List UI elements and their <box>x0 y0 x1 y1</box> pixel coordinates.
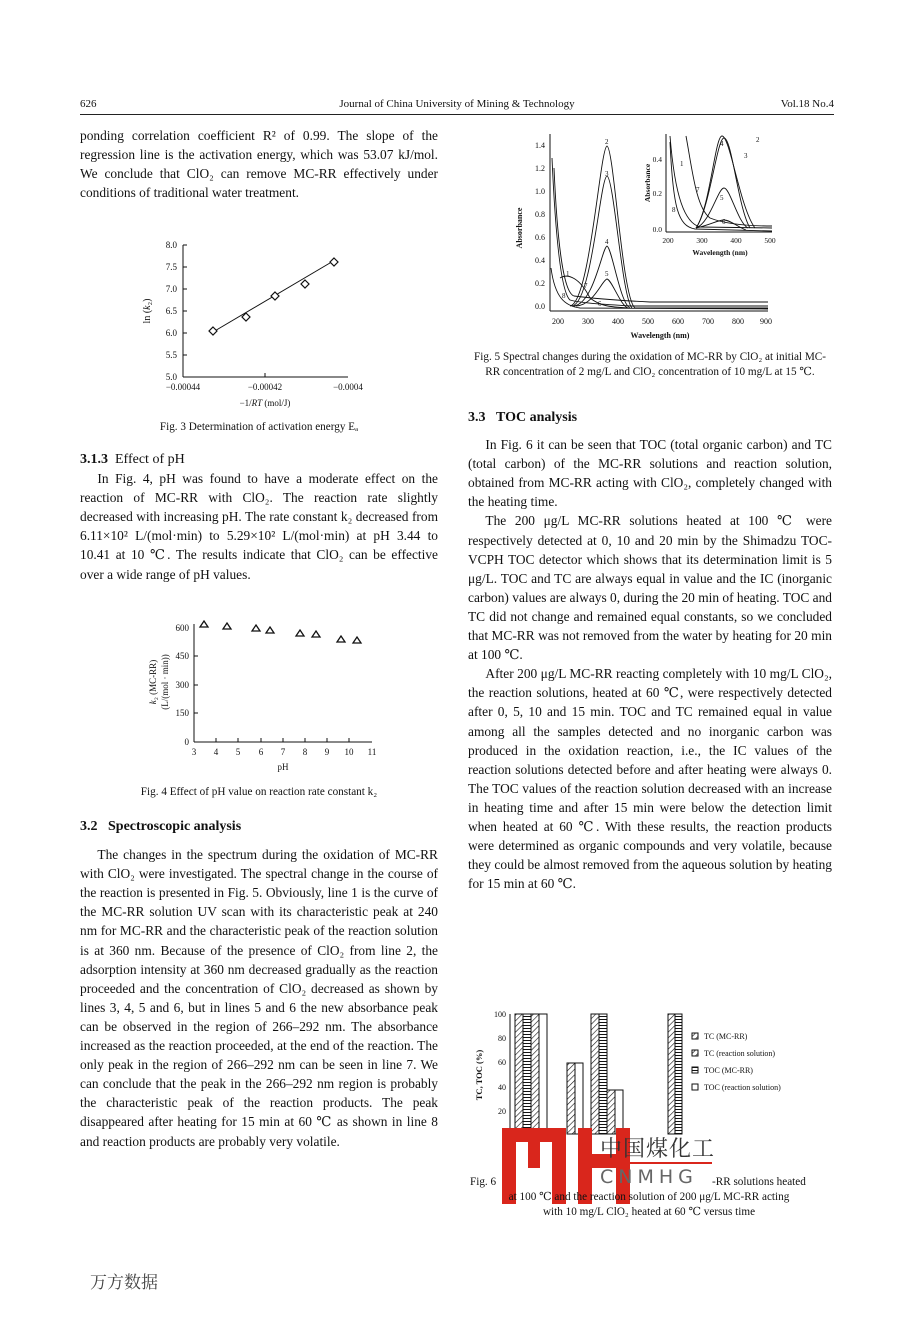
section-3-2 <box>80 817 438 1151</box>
svg-text:0.0: 0.0 <box>652 225 662 234</box>
svg-text:9: 9 <box>324 747 330 757</box>
svg-text:6: 6 <box>258 747 264 757</box>
svg-text:6: 6 <box>598 300 602 308</box>
svg-text:−0.0004: −0.0004 <box>333 382 363 392</box>
intro-paragraph: ponding correlation coefficient R² of 0.99. The slope of the regression line is the activation energy, which was 53.07 kJ/mol. We conclude that ClO₂ can remove MC-RR effectively under conditions of traditional water treatment. <box>80 128 438 201</box>
svg-text:Wavelength (nm): Wavelength (nm) <box>630 331 690 340</box>
left-intro <box>80 126 438 202</box>
svg-text:7: 7 <box>280 747 286 757</box>
svg-text:1: 1 <box>566 270 570 278</box>
svg-text:1.2: 1.2 <box>535 164 545 173</box>
page-number: 626 <box>80 98 97 110</box>
svg-text:4: 4 <box>605 238 609 246</box>
svg-text:6.0: 6.0 <box>165 328 177 338</box>
section-3-1-3-paragraph: In Fig. 4, pH was found to have a moderate effect on the reaction of MC-RR with ClO₂. The reaction rate slightly decreased with increasing pH. The rate constant k₂ decreased from 6.11×10² L/(mol·min) to 5.29×10² L/(mol·min) at pH 3.44 to 10.41 at 10 ℃. The results indicate that ClO₂ can be effective over a wide range of pH values. <box>80 471 438 582</box>
svg-text:−0.00042: −0.00042 <box>247 382 283 392</box>
svg-text:0.4: 0.4 <box>535 256 545 265</box>
page-header <box>80 96 834 115</box>
svg-text:600: 600 <box>672 317 684 326</box>
svg-text:500: 500 <box>642 317 654 326</box>
svg-text:0.6: 0.6 <box>535 233 545 242</box>
svg-text:80: 80 <box>498 1034 506 1043</box>
svg-text:8: 8 <box>562 292 566 300</box>
svg-text:60: 60 <box>498 1058 506 1067</box>
svg-text:900: 900 <box>760 317 772 326</box>
legend-tc-reaction: TC (reaction solution) <box>704 1049 776 1058</box>
svg-text:k₂ (MC-RR): k₂ (MC-RR) <box>148 659 158 705</box>
legend-toc-reaction: TOC (reaction solution) <box>704 1083 781 1092</box>
section-3-3-paragraph-1: In Fig. 6 it can be seen that TOC (total organic carbon) and TC (total carbon) of the MC-RR solutions and reaction solution, obtained from MC-RR acting with ClO₂, completely changed with the heating time. <box>468 437 832 510</box>
svg-text:−0.00044: −0.00044 <box>165 382 201 392</box>
fig3-chart <box>120 228 380 413</box>
svg-text:0.0: 0.0 <box>535 302 545 311</box>
svg-text:8: 8 <box>302 747 308 757</box>
section-number: 3.3 <box>468 410 486 425</box>
svg-text:7.5: 7.5 <box>165 262 177 272</box>
svg-text:5: 5 <box>235 747 241 757</box>
svg-text:500: 500 <box>764 236 776 245</box>
svg-text:1: 1 <box>680 160 684 168</box>
svg-text:11: 11 <box>367 747 377 757</box>
svg-text:−1/RT (mol/J): −1/RT (mol/J) <box>239 398 291 408</box>
svg-text:ln (k₂): ln (k₂) <box>142 298 153 324</box>
svg-text:7.0: 7.0 <box>165 284 177 294</box>
svg-text:4: 4 <box>720 140 724 148</box>
svg-text:100: 100 <box>494 1010 506 1019</box>
fig3-caption: Fig. 3 Determination of activation energy Eₐ <box>159 421 359 433</box>
svg-text:700: 700 <box>702 317 714 326</box>
svg-text:5.5: 5.5 <box>165 350 177 360</box>
svg-text:0.2: 0.2 <box>535 279 545 288</box>
fig5-caption: Fig. 5 Spectral changes during the oxidation of MC-RR by ClO₂ at initial MC-RR concentration of 2 mg/L and ClO₂ concentration of 10 mg/L at 15 ℃. <box>474 351 826 378</box>
fig5-chart <box>510 128 795 344</box>
svg-text:200: 200 <box>662 236 674 245</box>
section-title: Spectroscopic analysis <box>108 819 242 834</box>
svg-text:Absorbance: Absorbance <box>643 163 652 203</box>
svg-text:Absorbance: Absorbance <box>515 207 524 249</box>
svg-text:8: 8 <box>672 206 676 214</box>
svg-text:TC, TOC (%): TC, TOC (%) <box>474 1049 484 1101</box>
svg-text:2: 2 <box>756 136 760 144</box>
svg-text:0: 0 <box>184 737 189 747</box>
svg-text:1.0: 1.0 <box>535 187 545 196</box>
volume-issue: Vol.18 No.4 <box>780 98 834 110</box>
svg-text:5: 5 <box>720 194 724 202</box>
svg-text:0.2: 0.2 <box>652 189 662 198</box>
fig6-chart <box>468 1000 838 1135</box>
svg-text:10: 10 <box>344 747 354 757</box>
legend-tc-mcrr: TC (MC-RR) <box>704 1032 748 1041</box>
fig6-caption-line3: with 10 mg/L ClO₂ heated at 60 ℃ versus time <box>542 1206 756 1218</box>
watermark-chinese: 中国煤化工 <box>600 1137 716 1162</box>
svg-text:400: 400 <box>612 317 624 326</box>
svg-text:600: 600 <box>175 623 189 633</box>
footer-source: 万方数据 <box>90 1273 158 1293</box>
svg-text:20: 20 <box>498 1107 506 1116</box>
section-3-3-paragraph-3: After 200 μg/L MC-RR reacting completely with 10 mg/L ClO₂, the reaction solutions, heated at 60 ℃, were respectively detected after 0, 5, 10 and 15 min. TOC and TC remained equal in value among all the samples detected and no inorganic carbon was produced in the oxidation reaction, i.e., the IC values of the reaction solutions detected before and after heating were always 0. The TOC values of the reaction solution decreased with an increase in heating time and after 15 min were below the detection limit when heated at 60 ℃. With these results, the reaction products were determined as organic compounds and very volatile, because they could be almost removed from the aqueous solution by heating for 15 min at 60 ℃. <box>468 666 832 892</box>
svg-text:2: 2 <box>605 138 609 146</box>
svg-text:40: 40 <box>498 1083 506 1092</box>
svg-text:1.4: 1.4 <box>535 141 545 150</box>
svg-text:6.5: 6.5 <box>165 306 177 316</box>
svg-text:pH: pH <box>277 762 289 772</box>
svg-text:4: 4 <box>213 747 219 757</box>
section-3-2-paragraph: The changes in the spectrum during the oxidation of MC-RR with ClO₂ were investigated. The spectral change in the course of the reaction is presented in Fig. 5. Obviously, line 1 is the curve of the MC-RR solution UV scan with its characteristic peak at 240 nm for MC-RR and the characteristic peak of the reaction solution is at 360 nm. Because of the presence of ClO₂ from line 2, the adsorption intensity at 360 nm decreased gradually as the reaction proceeded and the concentration of ClO₂ decreased as shown by lines 3, 4, 5 and 6, but in lines 5 and 6 the new absorbance peak can be observed in the region of 266–292 nm. The absorbance increased as the reaction proceeded, at the end of the reaction. The only peak in the region of 266–292 nm can be seen in line 7. We can conclude that the peak in the 266–292 nm region is probably the characteristic peak of the reaction products. The peak disappeared after heating for 15 min at 60 ℃ as shown in line 8 and reaction products are probably very volatile. <box>80 847 438 1149</box>
svg-text:6: 6 <box>722 218 726 226</box>
svg-text:300: 300 <box>582 317 594 326</box>
section-number: 3.1.3 <box>80 452 108 467</box>
svg-text:3: 3 <box>744 152 748 160</box>
svg-text:0.4: 0.4 <box>652 155 662 164</box>
svg-text:Wavelength (nm): Wavelength (nm) <box>692 248 748 257</box>
svg-text:400: 400 <box>730 236 742 245</box>
watermark-divider <box>600 1162 712 1164</box>
svg-text:3: 3 <box>605 170 609 178</box>
svg-text:0.8: 0.8 <box>535 210 545 219</box>
svg-text:450: 450 <box>175 651 189 661</box>
watermark-latin: CNMHG <box>600 1166 698 1188</box>
section-3-1-3 <box>80 450 438 584</box>
svg-text:3: 3 <box>191 747 197 757</box>
journal-title: Journal of China University of Mining & Technology <box>339 98 575 110</box>
svg-text:7: 7 <box>696 186 700 194</box>
fig4-caption: Fig. 4 Effect of pH value on reaction rate constant k₂ <box>140 786 378 798</box>
svg-text:200: 200 <box>552 317 564 326</box>
svg-text:(L/(mol · min)): (L/(mol · min)) <box>160 654 170 710</box>
svg-text:5: 5 <box>605 270 609 278</box>
section-title: Effect of pH <box>115 452 185 467</box>
fig6-caption-line2: at 100 ℃ and the reaction solution of 200 μg/L MC-RR acting <box>508 1191 790 1203</box>
section-3-3-paragraph-2: The 200 μg/L MC-RR solutions heated at 100 ℃ were respectively detected at 0, 10 and 20 min by the Shimadzu TOC-VCPH TOC detector which shows that its determination limit is 5 μg/L. TOC and TC are always equal in value and the IC (inorganic carbon) values are always 0, during the 20 min of heating. TOC and TC did not change and remained equal constants, so we concluded that MC-RR was not removed from the water by heating for 20 min at 100 ℃. <box>468 513 832 663</box>
svg-text:5.0: 5.0 <box>165 372 177 382</box>
fig4-chart <box>120 612 390 777</box>
fig6-caption-prefix: Fig. 6 <box>470 1176 497 1188</box>
svg-text:150: 150 <box>175 708 189 718</box>
svg-text:300: 300 <box>696 236 708 245</box>
legend-toc-mcrr: TOC (MC-RR) <box>704 1066 753 1075</box>
svg-text:8.0: 8.0 <box>165 240 177 250</box>
section-title: TOC analysis <box>496 410 578 425</box>
svg-text:300: 300 <box>175 680 189 690</box>
svg-text:7: 7 <box>584 282 588 290</box>
svg-text:800: 800 <box>732 317 744 326</box>
fig6-caption-suffix: -RR solutions heated <box>712 1176 806 1188</box>
section-3-3 <box>468 408 832 893</box>
section-number: 3.2 <box>80 819 98 834</box>
